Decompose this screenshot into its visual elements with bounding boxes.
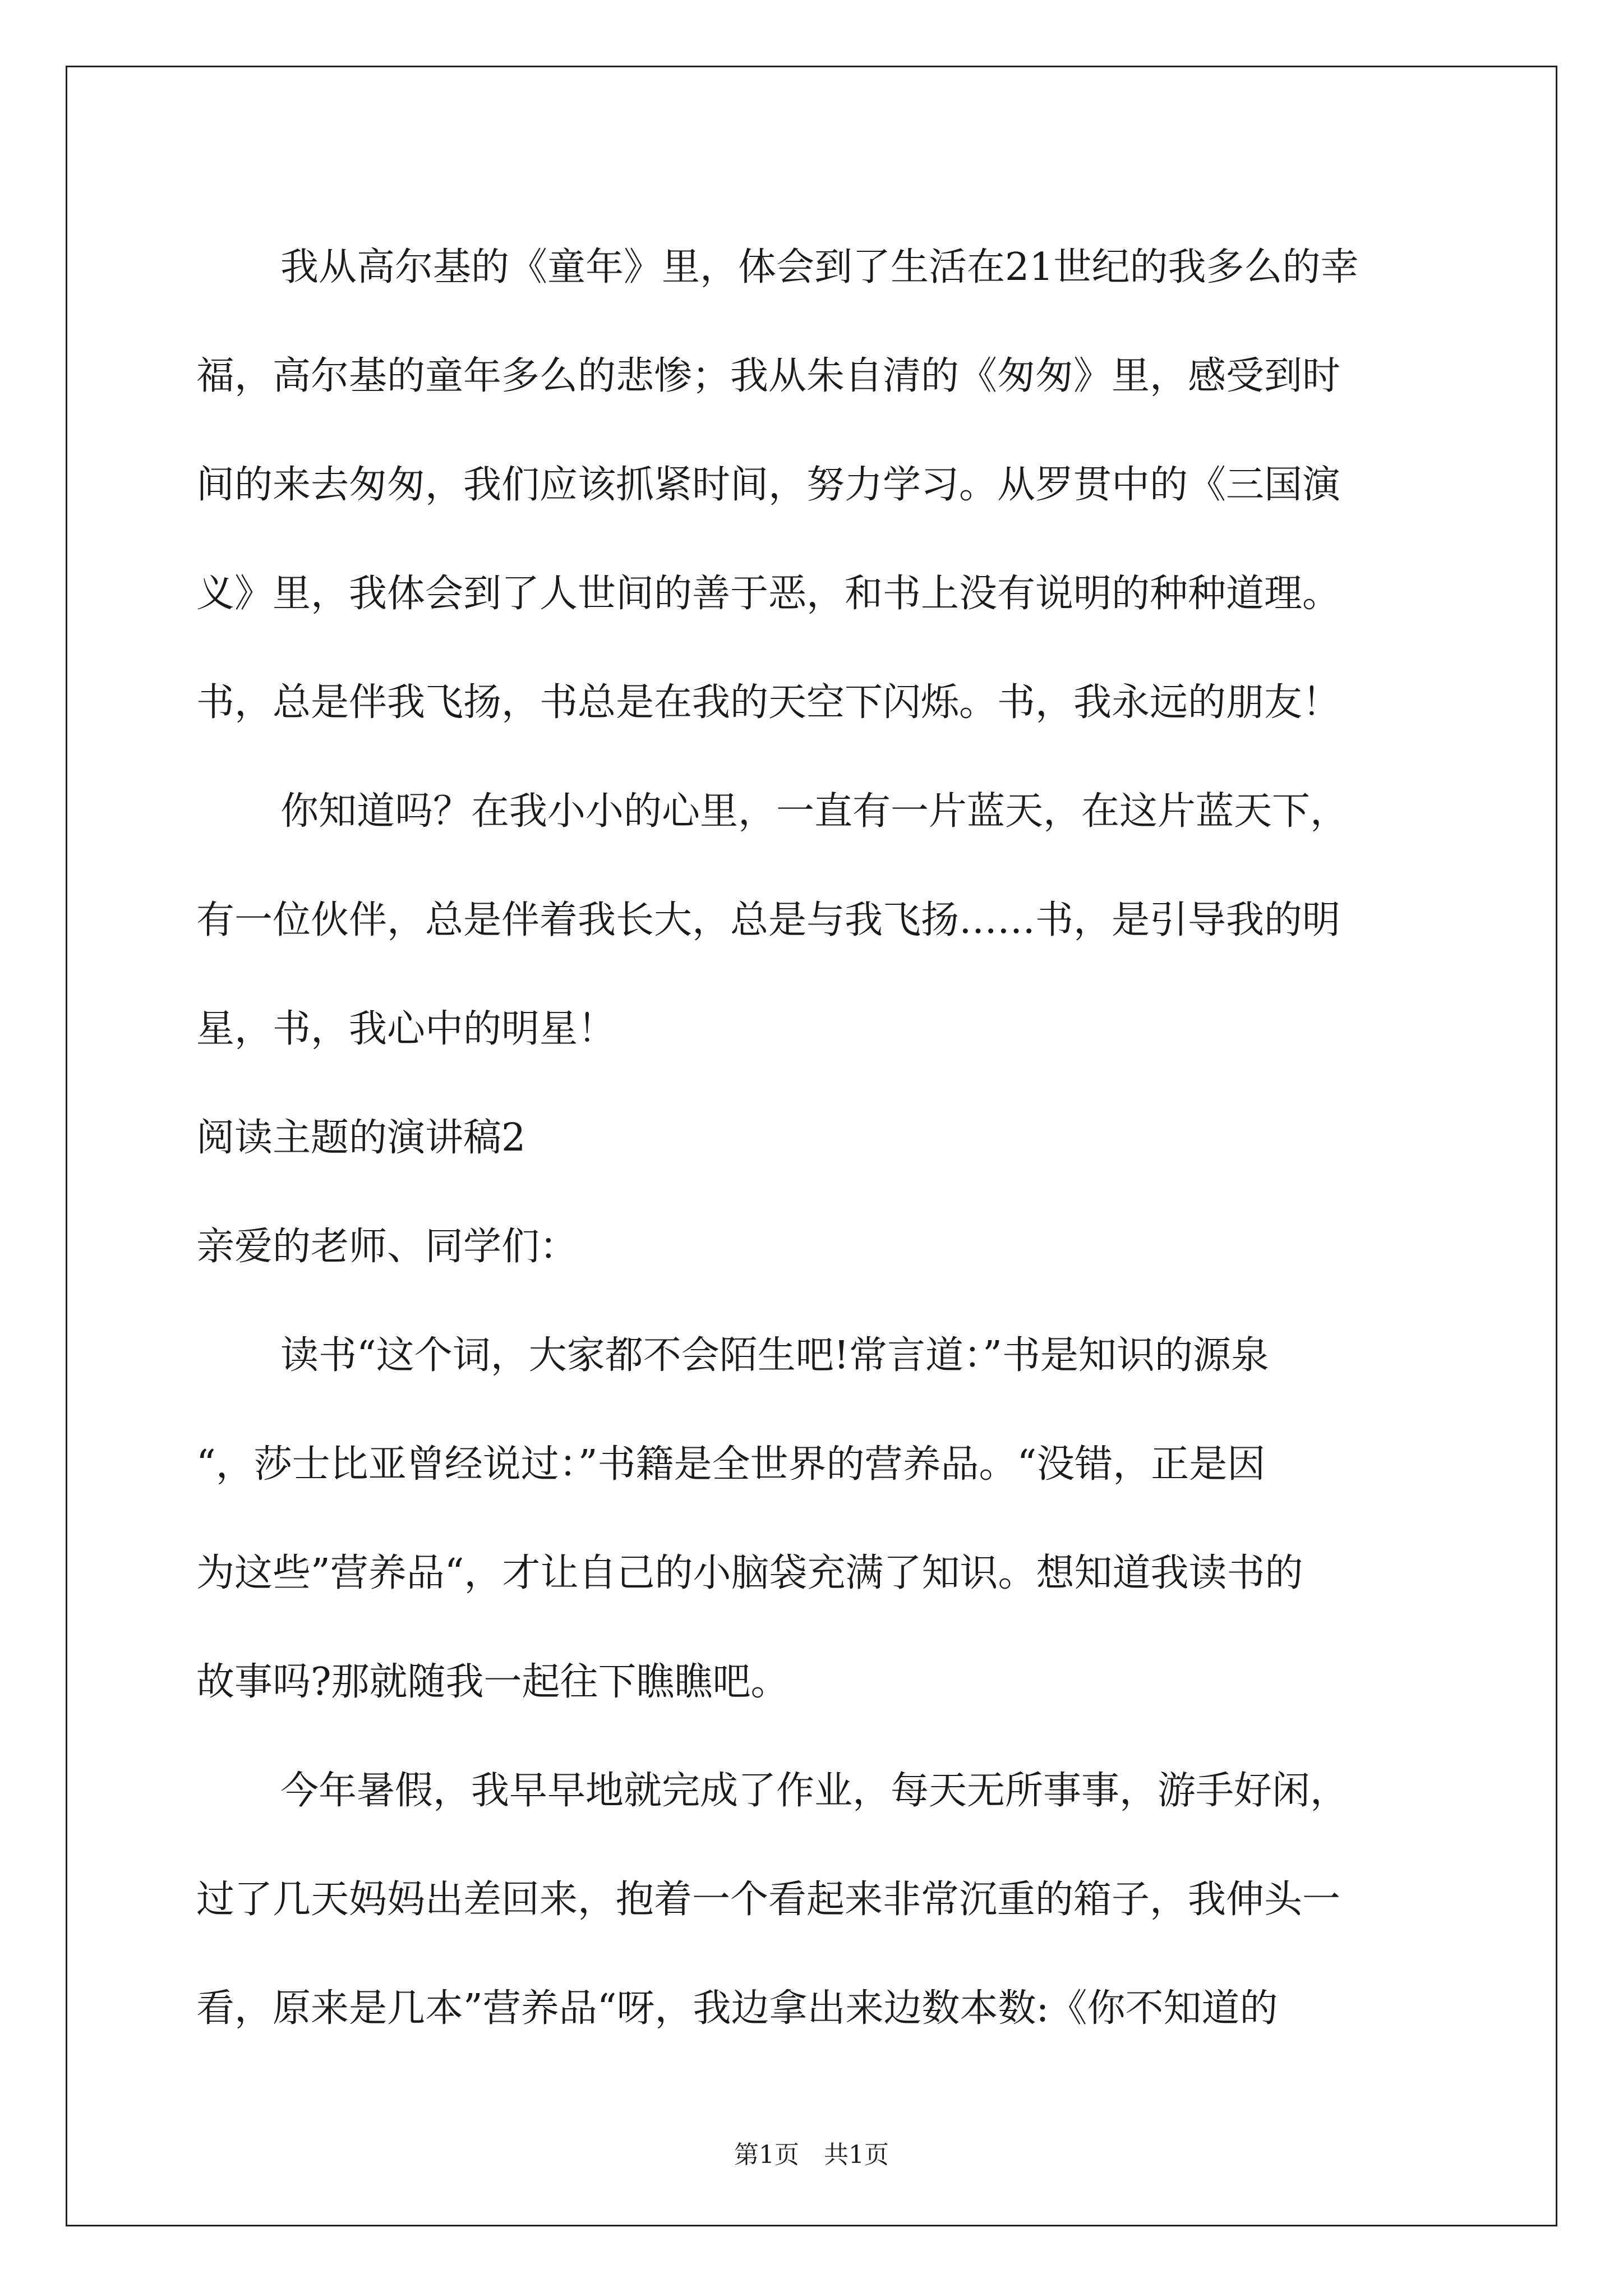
document-body [196, 213, 1430, 2063]
text-line: 故事吗?那就随我一起往下瞧瞧吧。 [196, 1660, 789, 1704]
text-line: 有一位伙伴，总是伴着我长大，总是与我飞扬……书，是引导我的明 [196, 898, 1341, 942]
text-line: 为这些”营养品“，才让自己的小脑袋充满了知识。想知道我读书的 [196, 1551, 1303, 1595]
text-line: 我从高尔基的《童年》里，体会到了生活在21世纪的我多么的幸 [280, 245, 1359, 289]
text-line: 读书“这个词，大家都不会陌生吧!常言道：”书是知识的源泉 [280, 1333, 1269, 1378]
text-line: 福，高尔基的童年多么的悲惨；我从朱自清的《匆匆》里，感受到时 [196, 354, 1341, 398]
text-line: 看，原来是几本”营养品“呀，我边拿出来边数本数:《你不知道的 [196, 1986, 1278, 2031]
text-line: 过了几天妈妈出差回来，抱着一个看起来非常沉重的箱子，我伸头一 [196, 1878, 1341, 1922]
text-line: 阅读主题的演讲稿2 [196, 1116, 526, 1160]
text-line: 你知道吗？在我小小的心里，一直有一片蓝天，在这片蓝天下， [280, 789, 1349, 834]
text-line: 书，总是伴我飞扬，书总是在我的天空下闪烁。书，我永远的朋友！ [196, 680, 1341, 725]
page-footer: 第1页 共1页 [734, 2141, 889, 2169]
text-line: 义》里，我体会到了人世间的善于恶，和书上没有说明的种种道理。 [196, 572, 1341, 616]
text-line: 间的来去匆匆，我们应该抓紧时间，努力学习。从罗贯中的《三国演 [196, 463, 1341, 507]
text-line: 星，书，我心中的明星！ [196, 1007, 616, 1051]
text-line: “，莎士比亚曾经说过：”书籍是全世界的营养品。“没错，正是因 [196, 1442, 1266, 1487]
text-line: 亲爱的老师、同学们： [196, 1225, 578, 1269]
text-line: 今年暑假，我早早地就完成了作业，每天无所事事，游手好闲， [280, 1769, 1349, 1813]
